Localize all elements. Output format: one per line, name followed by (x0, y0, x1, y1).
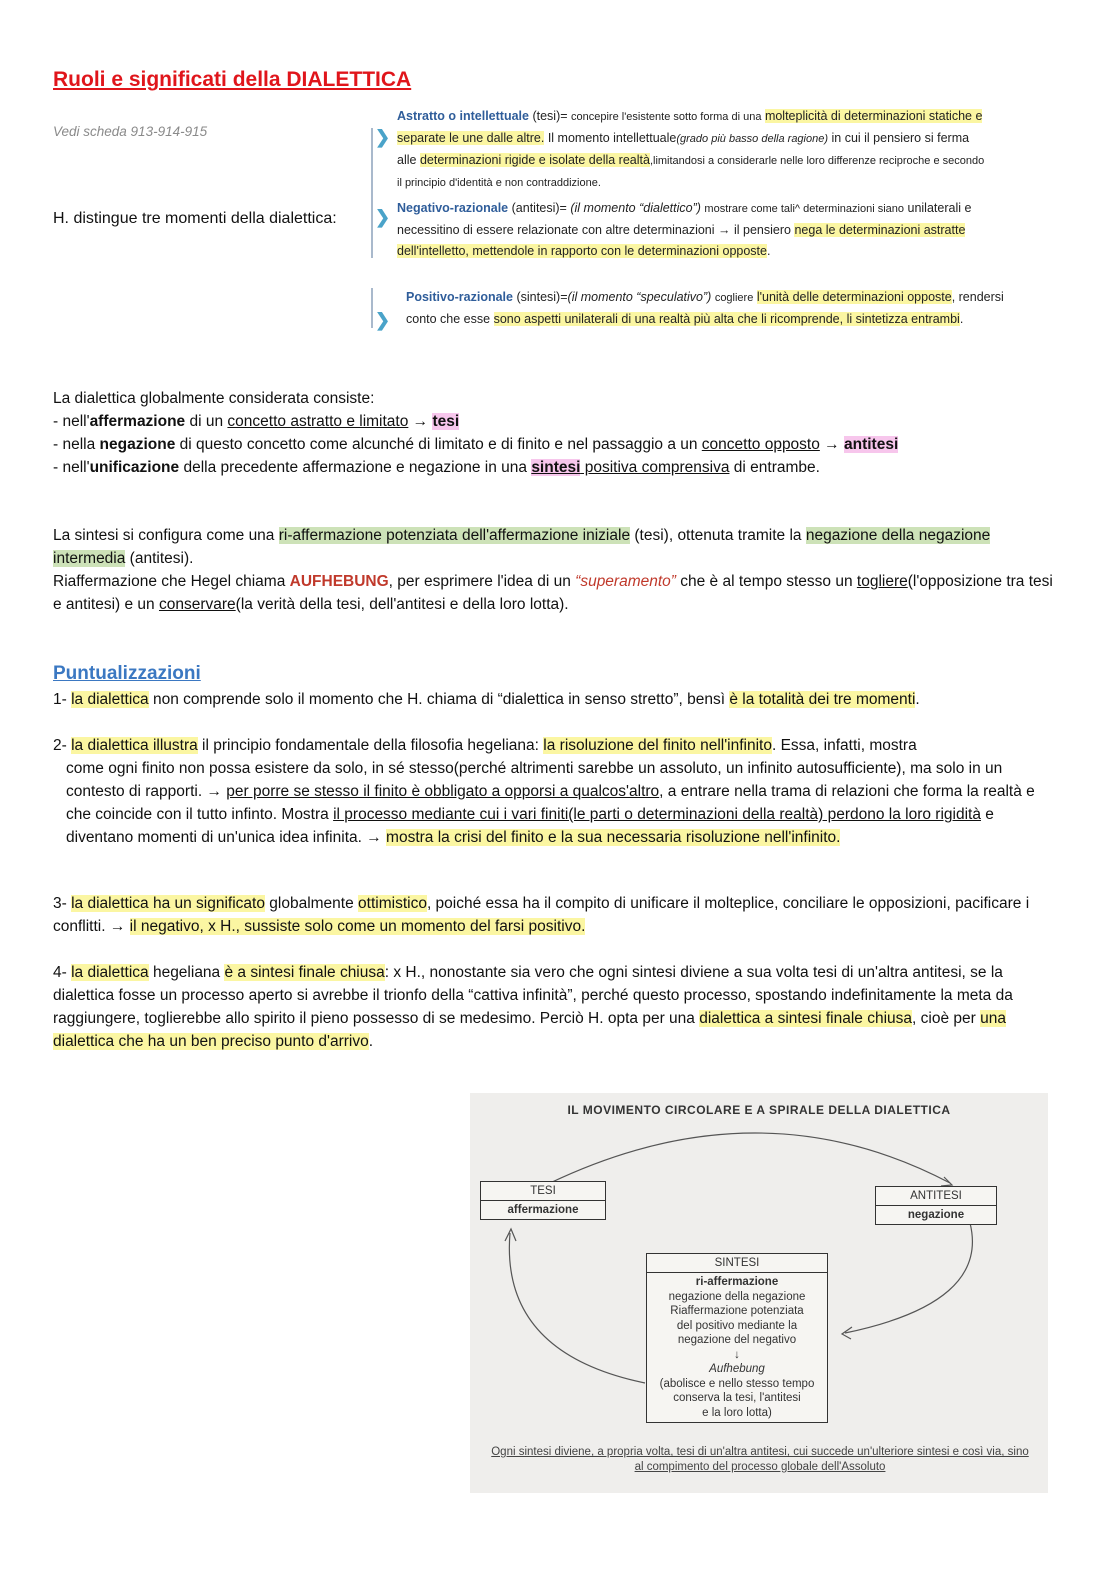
text: 3- (53, 895, 72, 912)
text: → (819, 436, 844, 453)
reference-note: Vedi scheda 913-914-915 (53, 124, 208, 139)
antitesi-label: ANTITESI (876, 1187, 996, 1206)
text: il principio fondamentale della filosofia hegeliana: (197, 737, 544, 754)
moment-name: Positivo-razionale (406, 290, 513, 304)
text: affermazione (89, 413, 186, 430)
moment-text: unilaterali e necessitino di essere relazionate con altre determinazioni (397, 201, 972, 237)
text: come ogni finito non possa esistere da solo, in sé stesso(perché altrimenti sarebbe un assoluto, un infinito autosufficiente), ma solo in un contesto di rapporti. → (66, 760, 1003, 800)
moment-text: (grado più basso della ragione) (676, 133, 829, 145)
text: (tesi), ottenuta tramite la (630, 527, 806, 544)
text: “superamento” (575, 573, 676, 590)
text: → (408, 413, 433, 430)
text: la dialettica ha un significato (71, 895, 265, 912)
moment-text: cogliere (714, 292, 754, 304)
text: hegeliana (148, 964, 225, 981)
text: di questo concetto come alcunché di limitato e di finito e nel passaggio a un (175, 436, 702, 453)
text: negazione della negazione (668, 1290, 806, 1303)
text: 1- (53, 691, 72, 708)
chevron-icon: ❯ (375, 207, 391, 227)
text: unificazione (89, 459, 180, 476)
moment-positivo (406, 287, 1006, 330)
diagram-title: IL MOVIMENTO CIRCOLARE E A SPIRALE DELLA DIALETTICA (567, 1103, 951, 1117)
section-title: Puntualizzazioni (53, 663, 201, 684)
chevron-icon: ❯ (375, 127, 391, 147)
text: , per esprimere l'idea di un (388, 573, 576, 590)
text: 2- (53, 737, 72, 754)
text: di un (185, 413, 228, 430)
bracket-bar (371, 288, 373, 328)
text: di entrambe. (729, 459, 820, 476)
moment-tag: (sintesi)= (516, 290, 568, 304)
text: concetto astratto e limitato (227, 413, 409, 430)
page-title: Ruoli e significati della DIALETTICA (53, 68, 412, 91)
moment-text: mostrare come tali^ determinazioni siano (704, 203, 905, 215)
text: la dialettica (71, 964, 149, 981)
text: la dialettica illustra (71, 737, 198, 754)
text: la dialettica (71, 691, 149, 708)
text: Aufhebung (709, 1363, 765, 1375)
text: , a entrare nella trama di relazioni che forma la realtà e che coincide con il tutto infinto. Mostra (66, 783, 1035, 823)
text: . (915, 691, 920, 708)
moment-tag: (antitesi)= (511, 201, 567, 215)
bracket-bar (371, 128, 373, 258)
text: globalmente (264, 895, 359, 912)
text: antitesi (843, 436, 899, 453)
text: Riaffermazione che Hegel chiama (53, 573, 290, 590)
text: positiva comprensiva (580, 459, 730, 476)
text: per porre se stesso il finito è obbligato a opporsi a qualcos'altro (226, 783, 660, 800)
moment-text: determinazioni rigide e isolate della realtà (419, 153, 650, 167)
text: non comprende solo il momento che H. chiama di “dialettica in senso stretto”, bensì (148, 691, 730, 708)
sintesi-line-2 (53, 570, 1063, 616)
text: : x H., nonostante sia vero che ogni sintesi diviene a sua volta tesi di un'altra antitesi, se la dialettica fosse un processo aperto si avrebbe il trionfo della “cattiva infinità”, perché questo processo, spostando indefinitamente la meta da raggiungere, toglierebbe allo spirito il pieno possesso di se medesimo. Perciò H. opta per una (53, 964, 1013, 1027)
moment-text: . (766, 244, 771, 258)
point-4 (53, 961, 1063, 1053)
global-intro: La dialettica globalmente considerata consiste: (53, 390, 375, 407)
text: è a sintesi finale chiusa (224, 964, 385, 981)
text: - nella (53, 436, 100, 453)
tesi-sub: affermazione (507, 1204, 579, 1216)
moment-name: Negativo-razionale (397, 201, 509, 215)
text: concetto opposto (701, 436, 820, 453)
dialectic-diagram (470, 1093, 1048, 1493)
moment-name: Astratto o intellettuale (397, 109, 529, 123)
moment-text: molteplicità di determinazioni statiche e separate le une dalle altre. (397, 109, 983, 145)
moment-text: sono aspetti unilaterali di una realtà più alta che li ricomprende, li sintetizza entrambi (493, 312, 960, 326)
global-line-1 (53, 410, 1063, 433)
text: ri-affermazione (695, 1276, 779, 1288)
text: che è al tempo stesso un (675, 573, 857, 590)
text: una dialettica che ha un ben preciso punto d'arrivo (53, 1010, 1006, 1050)
text: il processo mediante cui i vari finiti(le parti o determinazioni della realtà) perdono la loro rigidità (333, 806, 981, 823)
text: togliere (856, 573, 908, 590)
text: (l'opposizione tra tesi e antitesi) e un (53, 573, 1053, 613)
text: ottimistico (358, 895, 427, 912)
text: del positivo mediante la (676, 1319, 798, 1332)
text: Riaffermazione potenziata (670, 1305, 804, 1317)
text: (abolisce e nello stesso tempo (659, 1377, 815, 1390)
text: , cioè per (912, 1010, 981, 1027)
text: tesi (432, 413, 460, 430)
moment-tag: (tesi)= (532, 109, 568, 123)
sintesi-line-1 (53, 524, 1063, 570)
text: negazione della negazione intermedia (53, 527, 991, 567)
moment-text: in cui il pensiero si ferma alle (397, 131, 970, 167)
sintesi-paragraph (53, 524, 1063, 616)
moment-negativo (397, 198, 1022, 262)
tesi-box (480, 1181, 606, 1220)
point-1 (53, 688, 1063, 711)
antitesi-sub: negazione (907, 1209, 965, 1221)
text: AUFHEBUNG (289, 573, 389, 590)
text: è la totalità dei tre momenti (729, 691, 916, 708)
text: il negativo, x H., sussiste solo come un momento del farsi positivo. (129, 918, 586, 935)
antitesi-box (875, 1186, 997, 1225)
tesi-label: TESI (481, 1182, 605, 1201)
moment-text: Il momento intellettuale (547, 131, 677, 145)
text: della precedente affermazione e negazione in una (179, 459, 532, 476)
text: ri-affermazione potenziata dell'affermazione iniziale (278, 527, 631, 544)
moment-text: concepire l'esistente sotto forma di una (571, 111, 762, 123)
moment-text: → il pensiero (718, 223, 791, 237)
sintesi-body (647, 1273, 827, 1422)
moment-astratto (397, 106, 987, 194)
text: mostra la crisi del finito e la sua necessaria risoluzione nell'infinito. (386, 829, 841, 846)
text: . (368, 1033, 374, 1050)
moment-text: nega le determinazioni astratte dell'intelletto, mettendole in rapporto con le determinazioni opposte (397, 223, 966, 258)
text: La sintesi si configura come una (53, 527, 279, 544)
diagram-footer: Ogni sintesi diviene, a propria volta, tesi di un'altra antitesi, cui succede un'ulteriore sintesi e così via, sino al compimento del processo globale dell'Assoluto (491, 1446, 1029, 1473)
global-paragraph (53, 387, 1063, 479)
point-3 (53, 892, 1063, 938)
chevron-icon: ❯ (375, 310, 391, 330)
moment-text: ,limitandosi a considerarle nelle loro differenze reciproche e secondo il principio d'identità e non contraddizione. (397, 155, 985, 189)
moment-text: l'unità delle determinazioni opposte (756, 290, 952, 304)
point-2 (53, 734, 1063, 849)
text: e diventano momenti di un'unica idea infinita. → (66, 806, 994, 846)
text: dialettica a sintesi finale chiusa (699, 1010, 913, 1027)
text: - nell' (53, 459, 90, 476)
text: (antitesi). (125, 550, 194, 567)
text: , poiché essa ha il compito di unificare il molteplice, conciliare le opposizioni, pacificare i conflitti. → (53, 895, 1030, 935)
text: conservare (158, 596, 236, 613)
global-line-3 (53, 456, 1063, 479)
text: (la verità della tesi, dell'antitesi e della loro lotta). (235, 596, 569, 613)
moment-text: , rendersi conto che esse (406, 290, 1004, 326)
text: negazione (99, 436, 176, 453)
text: conserva la tesi, l'antitesi (673, 1392, 801, 1404)
moments-intro: H. distingue tre momenti della dialettica: (53, 210, 337, 227)
sintesi-box (646, 1253, 828, 1423)
global-line-2 (53, 433, 1063, 456)
moment-text: (il momento “dialettico”) (570, 201, 701, 215)
text: negazione del negativo (677, 1334, 797, 1346)
point-2-body (53, 757, 1063, 849)
text: la risoluzione del finito nell'infinito (543, 737, 772, 754)
text: 4- (53, 964, 72, 981)
moment-text: (il momento “speculativo”) (567, 290, 712, 304)
sintesi-label: SINTESI (647, 1254, 827, 1273)
text: sintesi (531, 459, 581, 476)
down-arrow-icon: ↓ (734, 1348, 740, 1361)
text: - nell' (53, 413, 90, 430)
text: . Essa, infatti, mostra (771, 737, 917, 754)
moment-text: . (959, 312, 964, 326)
text: e la loro lotta) (702, 1406, 772, 1419)
